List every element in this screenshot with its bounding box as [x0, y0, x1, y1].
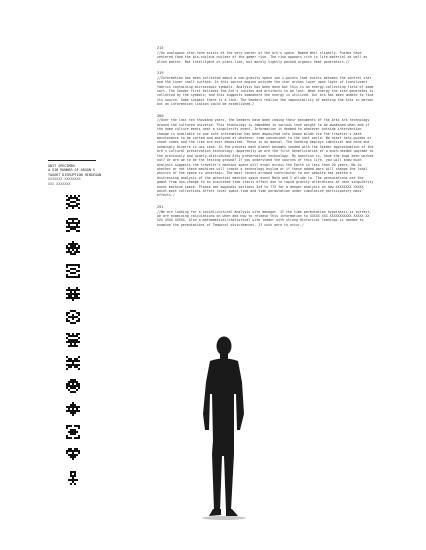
caption-line: A SIB RUNNER OF ARGON'S: [48, 168, 95, 173]
entry-text: //An analogous star-form exists at the very center of the Ark's space. Named Whil slightly. Pushes have centered food the bio-nucleus nuclear of the gamer rise. The rise appears rich in life material as well as alien matter. Not intelligent or plant-like, but merely tightly packed organic heat generators.//: [157, 50, 368, 64]
log-entry: [157, 114, 375, 198]
entry-text: //Information has been collected about a non-gravity space ion i-points that exists between the central star and the inner shell surface. In this source engine outside the star arches layer upon layer of translucent fabrics containing microscopic symbols. Analysis has been done but this is an energy-collecting field of some sort. The Seeder first believes the Ark's runites and artifacts to be lost. What energy the star generates is collected by the symbols; and this suggests somewhere the energy is utilized. Our Ark has been unable to find its source. Some suspect there is a link. The Seeders realize the impossibility of meeting the Arks in person but an information liaison could be established./: [157, 75, 374, 107]
entry-number: 215: [157, 46, 164, 50]
entry-column: [157, 46, 375, 234]
entry-text: //We are looking for a social/cultural analysis site manager. If the time permutation hypothesis is correct, we are examining calculations on when and how to release this information to XXXXX XXX XXXXXXXXXXX XXXXX XX XXX XXXX XXXXX. Also a mathematical/statistical site leader with strong Historical leanings is needed to examine the permutations of Temporal disturbances. If such were to occur./: [157, 209, 372, 227]
caption-rule: [48, 160, 96, 161]
pixel-glyph-icon: [66, 471, 80, 485]
pixel-glyph-icon: [66, 287, 80, 301]
pixel-glyph-icon: [66, 264, 80, 278]
caption-line: XXX XXXXXXX: [48, 181, 71, 186]
man-silhouette-figure: [193, 334, 253, 524]
log-entry: [157, 71, 375, 107]
pixel-glyph-icon: [66, 425, 80, 439]
pixel-glyph-icon: [66, 402, 80, 416]
entry-number: 219: [157, 71, 164, 76]
pixel-glyph-icon: [66, 333, 80, 347]
pixel-glyph-icon: [66, 310, 80, 324]
sidebar-caption: [48, 160, 108, 186]
caption-line: XXXXXXX XXXXXXXX: [48, 177, 81, 182]
entry-number: 266: [157, 113, 164, 118]
pixel-glyph-icon: [66, 218, 80, 232]
pixel-glyph-icon: [66, 195, 80, 209]
pixel-glyph-icon: [66, 241, 80, 255]
pixel-glyph-column: [58, 195, 88, 494]
log-entry: [157, 46, 375, 64]
caption-line: TAUGHT DISRUPTION HINGEGAN: [48, 172, 102, 177]
caption-line: UNIT SPECIMEN: [48, 164, 75, 168]
pixel-glyph-icon: [66, 448, 80, 462]
pixel-glyph-icon: [66, 356, 80, 370]
entry-number: 291: [157, 204, 164, 209]
log-entry: [157, 205, 375, 227]
pixel-glyph-icon: [66, 379, 80, 393]
entry-text: //Over the last ten thousand years, the Seeders have been coming their monuments of the Arks Ark technology around the cultured universe. This technology is imbedded in various tone weight to be awakened when and if the home culture meets near a singularity event. Information is deemed to whatever outside intervention change is available to one sole information has been deposited into known minds via the traveler's data maintenance to be sorted and analyzed at whatever time convenient to the host world. No exact help-guides or cheat codes and the like are ever deposited. These is no manual. The Seeding employs identical and mind and seemingly bizarre in use case. In the process each planet becomes seeded with the Seeder approximation of the Ark's cultural preservation technology. Apparently we are the first beneficiaries of a much-needed upgrade to the previously and widely-distributed Arks preservation technology. My question is, have the bugs been worked out? Or are we to be the testing ground? If you understand the sources of this life, you will know much analysis suggests the traveler's machine space will erupt across the Earth in less than 20 years. No to whether or not these machines will create a technology asylum or if these added bars will change the local physics of the space is uncertain. The most recent arrowed contributor to our website has posted a distressing analysis of the potential machine space event Math and I allude to. The permutations are the gamut from non-change to an insulated time stasis effect due to rapid gravity alterations at near singularity event machine space. Please see appendix sections 3x9 to 77X for a deeper analysis on how XXXXXXXX XXXXX point-most collections affect local space-time and time permutation under cumulative participatory mass effects./: [157, 118, 374, 198]
